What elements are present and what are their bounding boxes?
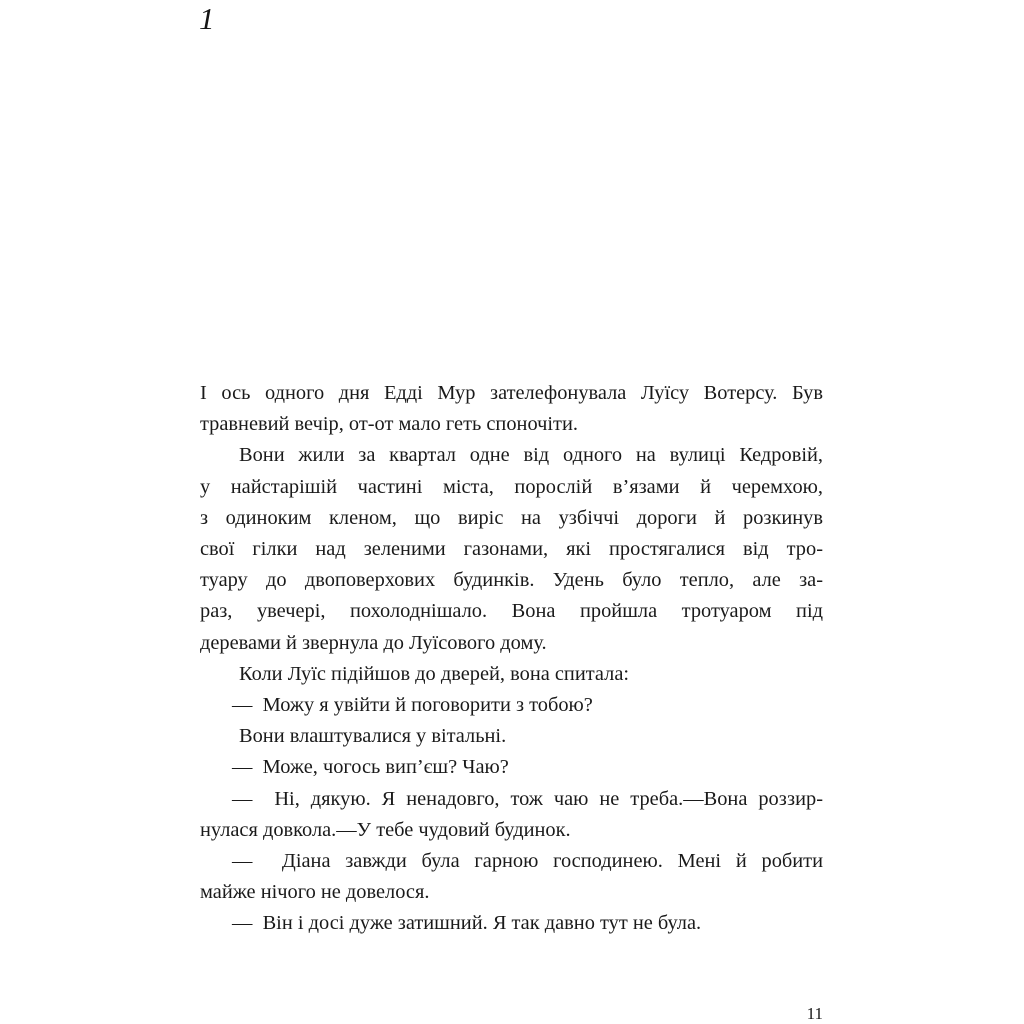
text-line: Вони жили за квартал одне від одного на вулиці Кедровій, [239, 444, 823, 467]
text-line: — Він і досі дуже затишний. Я так давно тут не була. [232, 912, 702, 935]
text-line: — Може, чогось вип’єш? Чаю? [232, 756, 509, 779]
paragraph [200, 721, 823, 752]
paragraph [200, 378, 823, 440]
paragraph [200, 784, 823, 846]
text-line: І ось одного дня Едді Мур зателефонувала Луїсу Вотерсу. Був [200, 382, 823, 404]
paragraph [200, 659, 823, 690]
body-text [200, 378, 823, 940]
text-line: туару до двоповерхових будинків. Удень було тепло, але за- [200, 569, 823, 592]
text-line: — Діана завжди була гарною господинею. Мені й робити [232, 850, 823, 873]
text-line: у найстарішій частині міста, порослій в’язами й черемхою, [200, 475, 823, 498]
text-line: свої гілки над зеленими газонами, які простягалися від тро- [200, 538, 823, 561]
text-line: Коли Луїс підійшов до дверей, вона спитала: [239, 662, 630, 685]
text-line: з одиноким кленом, що виріс на узбіччі дороги й розкинув [200, 506, 823, 529]
text-line: Вони влаштувалися у вітальні. [239, 725, 507, 748]
chapter-number: 1 [199, 1, 215, 36]
paragraph [200, 690, 823, 721]
text-line: раз, увечері, похолоднішало. Вона пройшла тротуаром під [200, 600, 823, 623]
paragraph [200, 440, 823, 658]
text-line: — Ні, дякую. Я ненадовго, тож чаю не треба.—Вона роззир- [232, 787, 823, 810]
text-line: травневий вечір, от-от мало геть споночіти. [200, 413, 578, 436]
text-line: майже нічого не довелося. [200, 881, 430, 904]
text-line: нулася довкола.—У тебе чудовий будинок. [200, 818, 571, 841]
text-line: — Можу я увійти й поговорити з тобою? [232, 694, 593, 717]
paragraph [200, 908, 823, 939]
paragraph [200, 846, 823, 908]
text-line: деревами й звернула до Луїсового дому. [200, 631, 547, 654]
paragraph [200, 752, 823, 783]
page-number: 11 [806, 1004, 823, 1023]
